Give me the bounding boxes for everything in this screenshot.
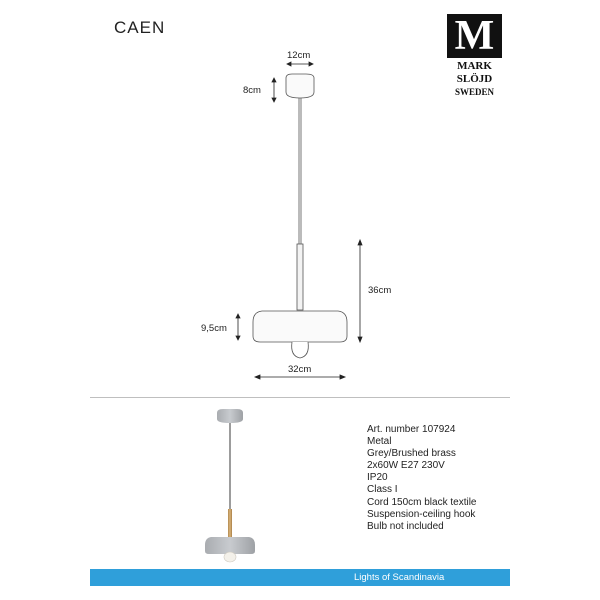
spec-item: Class I [367,484,398,496]
product-photo [195,405,265,565]
bulb-outline [292,342,309,358]
photo-canopy [217,409,243,423]
spec-item: 2x60W E27 230V [367,460,445,472]
photo-bulb [224,552,236,562]
canopy-outline [286,74,314,98]
photo-shade [205,537,255,554]
logo-line-slojd: SLÖJD [456,73,493,85]
shade-outline [253,311,347,342]
dim-shade-width: 32cm [288,364,312,375]
dim-total-height: 36cm [368,285,392,296]
photo-stem [228,509,232,537]
stem-outline [297,244,303,310]
dim-canopy-width: 12cm [287,50,311,61]
logo-initial: M [447,14,502,58]
footer-bar [90,569,510,586]
spec-item: Cord 150cm black textile [367,496,477,508]
spec-item: Bulb not included [367,520,444,532]
section-divider [90,397,510,398]
spec-item: Art. number 107924 [367,424,456,435]
spec-item: Grey/Brushed brass [367,448,456,460]
product-title: CAEN [114,18,166,37]
spec-item: Metal [367,436,392,448]
logo-line-mark: MARK [457,60,492,72]
spec-item: Suspension-ceiling hook [367,508,476,520]
logo-line-sweden: SWEDEN [454,87,494,97]
footer-tagline: Lights of Scandinavia [354,572,445,583]
dim-shade-height: 9,5cm [201,323,227,334]
spec-item: IP20 [367,472,388,484]
dim-canopy-height: 8cm [243,85,261,96]
spec-list [367,424,477,533]
